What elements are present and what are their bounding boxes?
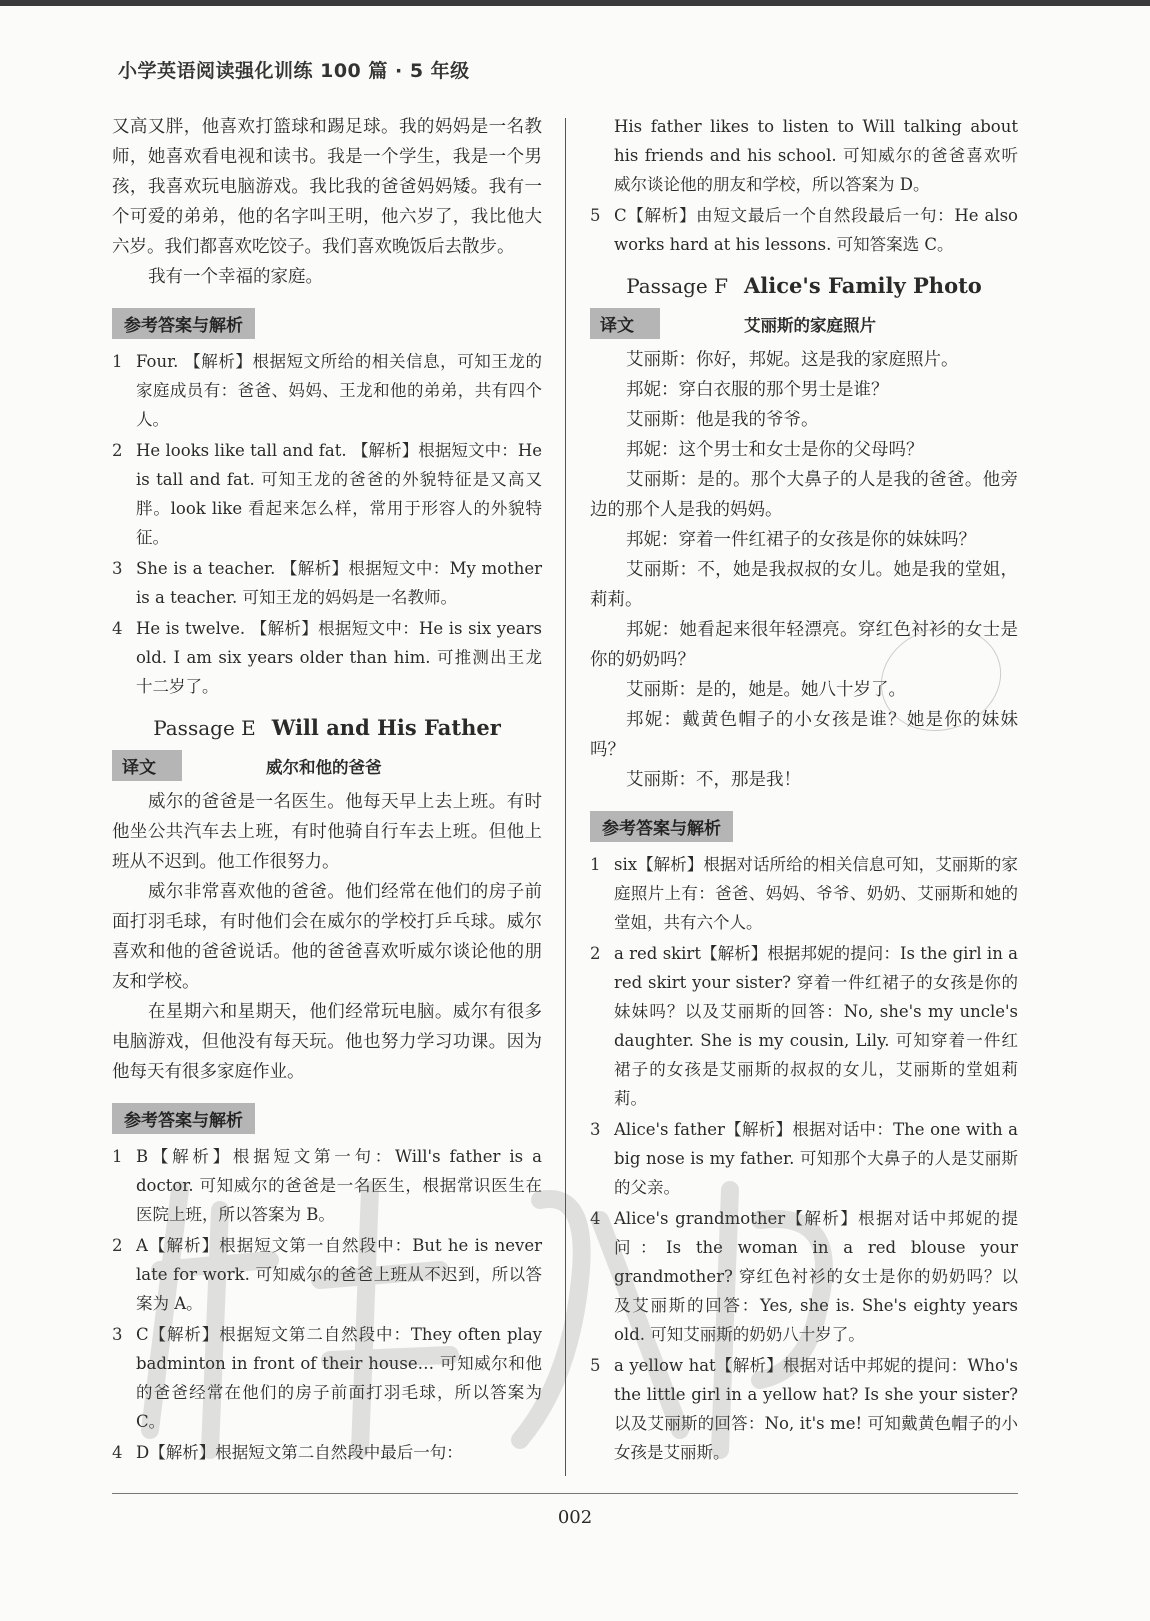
intro-paragraph: 又高又胖，他喜欢打篮球和踢足球。我的妈妈是一名教师，她喜欢看电视和读书。我是一个学生，我是一个男孩，我喜欢玩电脑游戏。我比我的爸爸妈妈矮。我有一个可爱的弟弟，他的名字叫王明，他六岁了，我比他大六岁。我们都喜欢吃饺子。我们喜欢晚饭后去散步。 bbox=[112, 117, 542, 257]
dialogue-line: 邦妮：这个男士和女士是你的父母吗？ bbox=[626, 440, 924, 460]
passage-e-title bbox=[112, 715, 542, 740]
answer-item: 2 A【解析】根据短文第一自然段中：But he is never late for work. 可知威尔的爸爸上班从不迟到，所以答案为 A。 bbox=[112, 1236, 542, 1313]
answer-item: 4 He is twelve. 【解析】根据短文中：He is six years old. I am six years older than him. 可推测出王龙十二岁了。 bbox=[112, 619, 542, 696]
translation-tag: 译文 bbox=[112, 750, 182, 781]
dialogue-line: 邦妮：穿白衣服的那个男士是谁？ bbox=[626, 380, 889, 400]
right-column bbox=[590, 112, 1018, 1469]
dialogue-line: 邦妮：她看起来很年轻漂亮。穿红色衬衫的女士是你的奶奶吗？ bbox=[590, 620, 1018, 670]
answer-item: 3 C【解析】根据短文第二自然段中：They often play badminton in front of their house… 可知威尔和他的爸爸经常在他们的房子前面打羽毛球，所以答案为 C。 bbox=[112, 1325, 542, 1431]
answer-item: 1 Four. 【解析】根据短文所给的相关信息，可知王龙的家庭成员有：爸爸、妈妈、王龙和他的弟弟，共有四个人。 bbox=[112, 352, 542, 429]
translation-paragraph: 威尔非常喜欢他的爸爸。他们经常在他们的房子前面打羽毛球，有时他们会在威尔的学校打乒乓球。威尔喜欢和他的爸爸说话。他的爸爸喜欢听威尔谈论他的朋友和学校。 bbox=[112, 882, 542, 992]
answer-item: 4 D【解析】根据短文第二自然段中最后一句： bbox=[112, 1443, 463, 1462]
top-border bbox=[0, 0, 1150, 6]
answer-list-e bbox=[112, 1142, 542, 1467]
dialogue-line: 艾丽斯：不，她是我叔叔的女儿。她是我的堂姐，莉莉。 bbox=[590, 560, 1018, 610]
intro-closing: 我有一个幸福的家庭。 bbox=[148, 267, 323, 287]
translation-tag: 译文 bbox=[590, 308, 660, 339]
translation-title: 艾丽斯的家庭照片 bbox=[744, 315, 876, 335]
answer-item: 1 B【解析】根据短文第一句：Will's father is a doctor. 可知威尔的爸爸是一名医生，根据常识医生在医院上班，所以答案为 B。 bbox=[112, 1147, 542, 1224]
answer-item: 2 He looks like tall and fat. 【解析】根据短文中：He is tall and fat. 可知王龙的爸爸的外貌特征是又高又胖。look like 看起来怎么样，常用于形容人的外貌特征。 bbox=[112, 441, 542, 547]
dialogue-line: 艾丽斯：不，那是我！ bbox=[626, 770, 801, 790]
dialogue-line: 艾丽斯：他是我的爷爷。 bbox=[626, 410, 819, 430]
translation-paragraph: 在星期六和星期天，他们经常玩电脑。威尔有很多电脑游戏，但他没有每天玩。他也努力学习功课。因为他每天有很多家庭作业。 bbox=[112, 1002, 542, 1082]
passage-name: Will and His Father bbox=[271, 715, 501, 740]
translation-paragraph: 威尔的爸爸是一名医生。他每天早上去上班。有时他坐公共汽车去上班，有时他骑自行车去上班。但他上班从不迟到。他工作很努力。 bbox=[112, 792, 542, 872]
page-number: 002 bbox=[557, 1507, 593, 1528]
answer-item: 5 C【解析】由短文最后一个自然段最后一句：He also works hard at his lessons. 可知答案选 C。 bbox=[590, 206, 1018, 254]
passage-name: Alice's Family Photo bbox=[744, 273, 982, 298]
footer-rule bbox=[112, 1493, 1018, 1494]
answers-heading: 参考答案与解析 bbox=[590, 811, 733, 842]
dialogue-line: 艾丽斯：是的。那个大鼻子的人是我的爸爸。他旁边的那个人是我的妈妈。 bbox=[590, 470, 1018, 520]
passage-label: Passage E bbox=[153, 716, 256, 740]
dialogue-line: 艾丽斯：你好，邦妮。这是我的家庭照片。 bbox=[626, 350, 959, 370]
answer-item: 4 Alice's grandmother【解析】根据对话中邦妮的提问：Is the woman in a red blouse your grandmother? 穿红色衬衫的女士是你的奶奶吗？以及艾丽斯的回答：Yes, she is. She's eighty years old. 可知艾丽斯的奶奶八十岁了。 bbox=[590, 1209, 1018, 1344]
left-column bbox=[112, 112, 542, 1469]
answer-list-d bbox=[112, 347, 542, 701]
running-header: 小学英语阅读强化训练 100 篇 · 5 年级 bbox=[118, 60, 470, 82]
answer-item: 1 six【解析】根据对话所给的相关信息可知，艾丽斯的家庭照片上有：爸爸、妈妈、爷爷、奶奶、艾丽斯和她的堂姐，共有六个人。 bbox=[590, 855, 1018, 932]
passage-label: Passage F bbox=[626, 274, 728, 298]
translation-heading-row bbox=[112, 750, 542, 781]
answer-item: 2 a red skirt【解析】根据邦妮的提问：Is the girl in a red skirt your sister? 穿着一件红裙子的女孩是你的妹妹吗？以及艾丽斯的回答：No, she's my uncle's daughter. She is my cousin, Lily. 可知穿着一件红裙子的女孩是艾丽斯的叔叔的女儿，艾丽斯的堂姐莉莉。 bbox=[590, 944, 1018, 1108]
answers-heading: 参考答案与解析 bbox=[112, 1103, 255, 1134]
translation-heading-row bbox=[590, 308, 1018, 339]
passage-f-title bbox=[590, 273, 1018, 298]
column-divider bbox=[565, 118, 566, 1476]
answer-item: 3 She is a teacher. 【解析】根据短文中：My mother is a teacher. 可知王龙的妈妈是一名教师。 bbox=[112, 559, 542, 607]
dialogue-line: 邦妮：戴黄色帽子的小女孩是谁？她是你的妹妹吗？ bbox=[590, 710, 1018, 760]
dialogue-line: 艾丽斯：是的，她是。她八十岁了。 bbox=[626, 680, 906, 700]
answer-continuation: His father likes to listen to Will talking about his friends and his school. 可知威尔的爸爸喜欢听威尔谈论他的朋友和学校，所以答案为 D。 bbox=[614, 117, 1018, 194]
answer-list-f bbox=[590, 850, 1018, 1467]
answer-item: 3 Alice's father【解析】根据对话中：The one with a big nose is my father. 可知那个大鼻子的人是艾丽斯的父亲。 bbox=[590, 1120, 1018, 1197]
dialogue-line: 邦妮：穿着一件红裙子的女孩是你的妹妹吗？ bbox=[626, 530, 976, 550]
translation-title: 威尔和他的爸爸 bbox=[266, 757, 382, 777]
answer-item: 5 a yellow hat【解析】根据对话中邦妮的提问：Who's the little girl in a yellow hat? Is she your sister? 以及艾丽斯的回答：No, it's me! 可知戴黄色帽子的小女孩是艾丽斯。 bbox=[590, 1356, 1018, 1462]
answers-heading: 参考答案与解析 bbox=[112, 308, 255, 339]
